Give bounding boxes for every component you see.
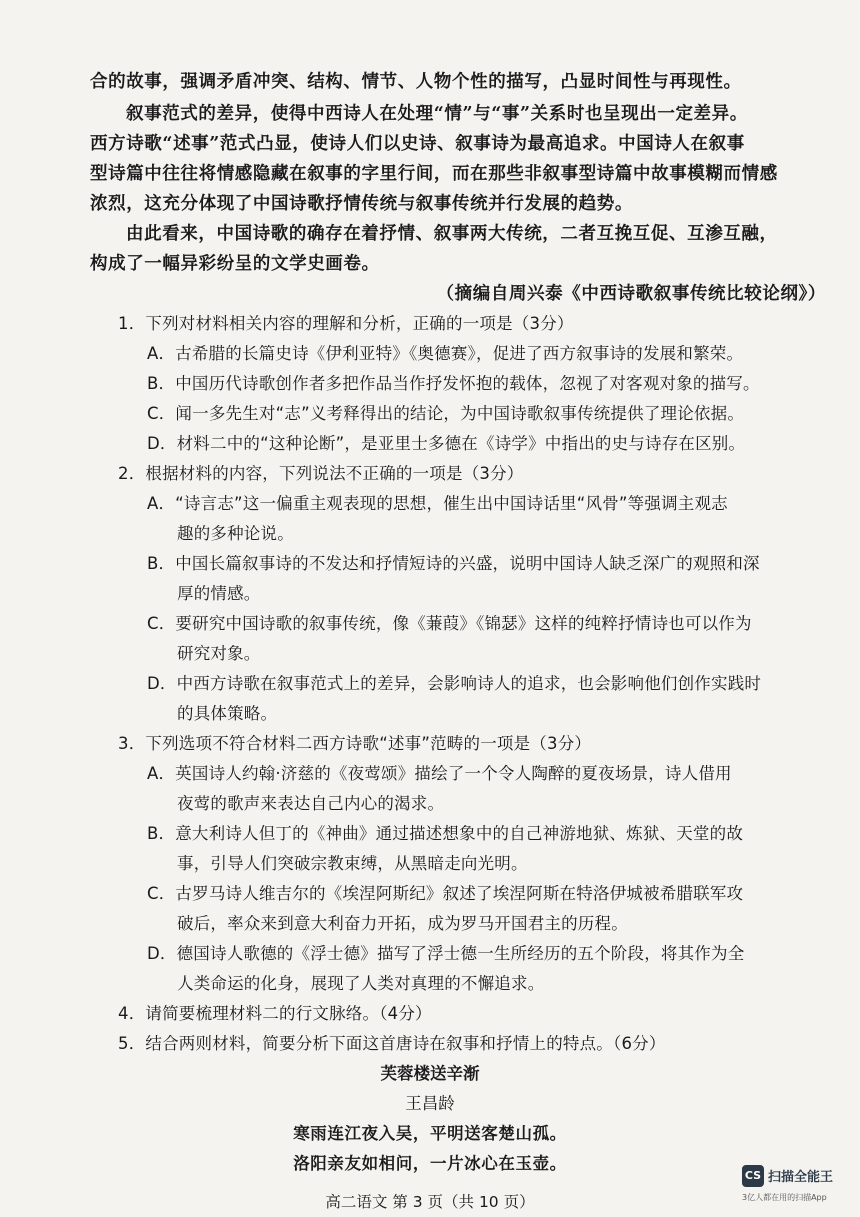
passage-line: 西方诗歌“述事”范式凸显，使诗人们以史诗、叙事诗为最高追求。中国诗人在叙事	[90, 134, 745, 154]
question-stem: 1．下列对材料相关内容的理解和分析，正确的一项是（3分）	[118, 314, 574, 333]
passage-source: （摘编自周兴泰《中西诗歌叙事传统比较论纲》）	[436, 284, 826, 304]
passage-line: 构成了一幅异彩纷呈的文学史画卷。	[90, 254, 380, 274]
question-stem: 5．结合两则材料，简要分析下面这首唐诗在叙事和抒情上的特点。（6分）	[118, 1034, 666, 1053]
poem-author: 王昌龄	[405, 1094, 455, 1113]
option-line: 人类命运的化身，展现了人类对真理的不懈追求。	[177, 974, 545, 993]
option-line: A．“诗言志”这一偏重主观表现的思想，催生出中国诗话里“风骨”等强调主观志	[147, 494, 728, 513]
scanner-watermark	[742, 1165, 860, 1209]
option-line: 破后，率众来到意大利奋力开拓，成为罗马开国君主的历程。	[177, 914, 628, 933]
question-stem: 4．请简要梳理材料二的行文脉络。（4分）	[118, 1004, 432, 1023]
option-line: B．意大利诗人但丁的《神曲》通过描述想象中的自己神游地狱、炼狱、天堂的故	[147, 824, 744, 843]
question-stem: 2．根据材料的内容，下列说法不正确的一项是（3分）	[118, 464, 524, 483]
scanner-tagline: 3亿人都在用的扫描App	[742, 1193, 827, 1202]
option-line: C．要研究中国诗歌的叙事传统，像《蒹葭》《锦瑟》这样的纯粹抒情诗也可以作为	[147, 614, 752, 633]
page-footer: 高二语文 第 3 页（共 10 页）	[325, 1193, 535, 1211]
poem-line: 寒雨连江夜入吴，平明送客楚山孤。	[293, 1124, 567, 1143]
scanner-logo-icon: CS	[742, 1165, 764, 1187]
poem-line: 洛阳亲友如相问，一片冰心在玉壶。	[293, 1154, 567, 1173]
option-line: B．中国长篇叙事诗的不发达和抒情短诗的兴盛，说明中国诗人缺乏深广的观照和深	[147, 554, 760, 573]
option-line: 研究对象。	[177, 644, 261, 663]
passage-line: 型诗篇中往往将情感隐藏在叙事的字里行间，而在那些非叙事型诗篇中故事模糊而情感	[90, 164, 778, 184]
option-line: A．英国诗人约翰·济慈的《夜莺颂》描绘了一个令人陶醉的夏夜场景，诗人借用	[147, 764, 732, 783]
option-line: B．中国历代诗歌创作者多把作品当作抒发怀抱的载体，忽视了对客观对象的描写。	[147, 374, 760, 393]
option-line: 事，引导人们突破宗教束缚，从黑暗走向光明。	[177, 854, 528, 873]
scanner-app-name: 扫描全能王	[768, 1170, 834, 1185]
option-line: D．中西方诗歌在叙事范式上的差异，会影响诗人的追求，也会影响他们创作实践时	[147, 674, 762, 693]
passage-line: 由此看来，中国诗歌的确存在着抒情、叙事两大传统，二者互挽互促、互渗互融，	[126, 224, 778, 244]
poem-title: 芙蓉楼送辛渐	[380, 1064, 480, 1083]
question-stem: 3．下列选项不符合材料二西方诗歌“述事”范畴的一项是（3分）	[118, 734, 592, 753]
option-line: C．闻一多先生对“志”义考释得出的结论，为中国诗歌叙事传统提供了理论依据。	[147, 404, 745, 423]
option-line: 厚的情感。	[177, 584, 261, 603]
option-line: 的具体策略。	[177, 704, 278, 723]
passage-line: 合的故事，强调矛盾冲突、结构、情节、人物个性的描写，凸显时间性与再现性。	[90, 72, 742, 92]
option-line: 趣的多种论说。	[177, 524, 294, 543]
option-line: D．材料二中的“这种论断”，是亚里士多德在《诗学》中指出的史与诗存在区别。	[147, 434, 746, 453]
passage-line: 浓烈，这充分体现了中国诗歌抒情传统与叙事传统并行发展的趋势。	[90, 194, 633, 214]
option-line: A．古希腊的长篇史诗《伊利亚特》《奥德赛》，促进了西方叙事诗的发展和繁荣。	[147, 344, 744, 363]
passage-line: 叙事范式的差异，使得中西诗人在处理“情”与“事”关系时也呈现出一定差异。	[126, 104, 748, 124]
option-line: D．德国诗人歌德的《浮士德》描写了浮士德一生所经历的五个阶段，将其作为全	[147, 944, 745, 963]
option-line: 夜莺的歌声来表达自己内心的渴求。	[177, 794, 445, 813]
option-line: C．古罗马诗人维吉尔的《埃涅阿斯纪》叙述了埃涅阿斯在特洛伊城被希腊联军攻	[147, 884, 744, 903]
